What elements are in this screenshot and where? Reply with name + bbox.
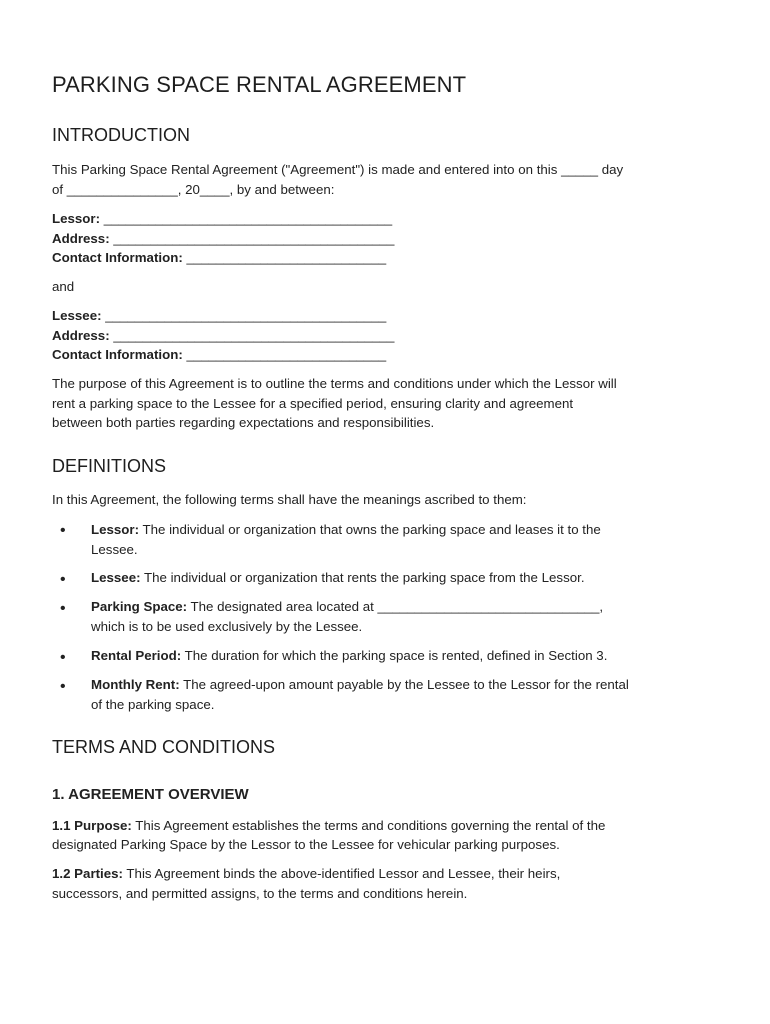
intro-line-1: This Parking Space Rental Agreement ("Agreement") is made and entered into on this _____ day [52, 162, 624, 177]
bullet: • [60, 522, 66, 539]
definition-text: The agreed-upon amount payable by the Lessee to the Lessor for the rental [179, 677, 629, 692]
definition-line [91, 568, 585, 588]
lessor-contact-field [52, 248, 386, 268]
definition-line [91, 520, 601, 540]
clause-1-2-label: 1.2 Parties: [52, 866, 123, 881]
lessor-address-blank: ______________________________________ [109, 231, 395, 246]
definitions-heading: DEFINITIONS [52, 456, 167, 476]
definition-text: The individual or organization that owns the parking space and leases it to the [139, 522, 601, 537]
purpose-line-2: rent a parking space to the Lessee for a specified period, ensuring clarity and agreement [52, 396, 574, 411]
lessee-contact-field [52, 345, 386, 365]
terms-heading: TERMS AND CONDITIONS [52, 737, 276, 757]
lessee-contact-label: Contact Information: [52, 347, 183, 362]
definition-text: The individual or organization that rents the parking space from the Lessor. [140, 570, 585, 585]
bullet: • [60, 649, 66, 666]
definition-line-2: which is to be used exclusively by the Lessee. [91, 619, 363, 634]
lessor-contact-label: Contact Information: [52, 250, 183, 265]
bullet: • [60, 600, 66, 617]
definition-line [91, 597, 603, 617]
definition-term: Rental Period: [91, 648, 182, 663]
clause-1-2-text: This Agreement binds the above-identified Lessor and Lessee, their heirs, [122, 866, 561, 881]
clause-1-2-line-2: successors, and permitted assigns, to the terms and conditions herein. [52, 886, 468, 901]
lessor-address-label: Address: [52, 231, 110, 246]
introduction-heading: INTRODUCTION [52, 125, 190, 145]
definition-term: Lessor: [91, 522, 140, 537]
definition-term: Monthly Rent: [91, 677, 180, 692]
lessor-contact-blank: ___________________________ [182, 250, 387, 265]
lessor-blank: _______________________________________ [100, 211, 393, 226]
lessee-address-field [52, 326, 394, 346]
lessee-blank: ______________________________________ [101, 308, 387, 323]
lessor-address-field [52, 229, 394, 249]
lessee-address-blank: ______________________________________ [109, 328, 395, 343]
intro-line-2: of _______________, 20____, by and between: [52, 182, 335, 197]
clause-1-1-text: This Agreement establishes the terms and conditions governing the rental of the [131, 818, 606, 833]
lessor-field [52, 209, 392, 229]
and-text: and [52, 279, 75, 294]
section-1-heading: 1. AGREEMENT OVERVIEW [52, 786, 249, 803]
bullet: • [60, 571, 66, 588]
definition-line-2: Lessee. [91, 542, 138, 557]
definitions-intro: In this Agreement, the following terms shall have the meanings ascribed to them: [52, 492, 527, 507]
definition-line [91, 646, 607, 666]
lessee-field [52, 306, 386, 326]
document-title: PARKING SPACE RENTAL AGREEMENT [52, 72, 467, 97]
lessor-label: Lessor: [52, 211, 101, 226]
lessee-contact-blank: ___________________________ [182, 347, 387, 362]
lessee-label: Lessee: [52, 308, 102, 323]
lessee-address-label: Address: [52, 328, 110, 343]
clause-1-1-line-1 [52, 816, 605, 836]
clause-1-1-line-2: designated Parking Space by the Lessor to the Lessee for vehicular parking purposes. [52, 837, 560, 852]
definition-term: Parking Space: [91, 599, 188, 614]
clause-1-2-line-1 [52, 864, 560, 884]
definition-line-2: of the parking space. [91, 697, 215, 712]
purpose-line-3: between both parties regarding expectations and responsibilities. [52, 415, 435, 430]
definition-text: The designated area located at ______________________________, [187, 599, 604, 614]
definition-text: The duration for which the parking space is rented, defined in Section 3. [181, 648, 608, 663]
definition-term: Lessee: [91, 570, 141, 585]
bullet: • [60, 678, 66, 695]
clause-1-1-label: 1.1 Purpose: [52, 818, 132, 833]
definition-line [91, 675, 629, 695]
purpose-line-1: The purpose of this Agreement is to outline the terms and conditions under which the Lessor will [52, 376, 617, 391]
